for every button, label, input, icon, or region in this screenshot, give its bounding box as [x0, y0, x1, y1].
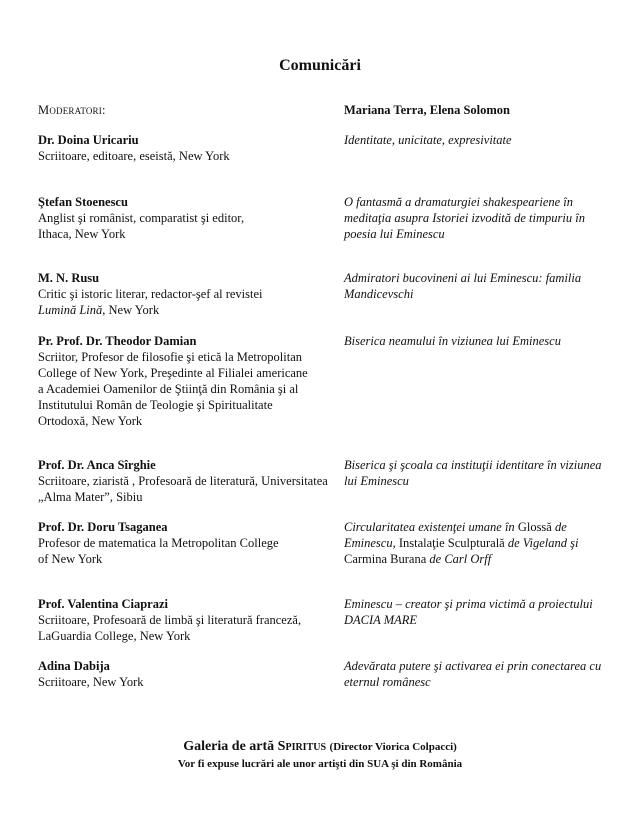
speaker-entry [38, 270, 610, 318]
work-title: Glossă [517, 520, 552, 534]
speaker-description: Anglist şi românist, comparatist şi editor, Ithaca, New York [38, 211, 245, 241]
speaker-description-line: Critic şi istoric literar, redactor-şef al revistei [38, 287, 263, 301]
page-title: Comunicări [279, 57, 361, 74]
speaker-info [38, 457, 338, 505]
speaker-entry [38, 596, 610, 644]
gallery-note: Vor fi expuse lucrări ale unor artişti din SUA şi din România [177, 758, 463, 770]
speaker-description: Scriitoare, Profesoară de limbă şi literatură franceză, LaGuardia College, New York [38, 613, 302, 643]
speaker-description: Scriitoare, ziaristă , Profesoară de literatură, Universitatea „Alma Mater”, Sibiu [38, 474, 328, 504]
speaker-description-tail: , New York [102, 303, 160, 317]
moderators-label: Moderatori: [38, 103, 106, 117]
speaker-name: Prof. Dr. Anca Sîrghie [38, 458, 156, 472]
gallery-footer [0, 739, 640, 770]
work-title: Carmina Burana [344, 552, 427, 566]
speaker-info [38, 132, 338, 164]
speaker-info [38, 658, 338, 690]
gallery-prefix: Galeria de artă [183, 739, 278, 754]
speaker-description [38, 286, 338, 318]
talk-title: Adevărata putere şi activarea ei prin conectarea cu eternul românesc [344, 659, 602, 689]
speaker-name: Adina Dabija [38, 659, 110, 673]
speaker-description: Scriitoare, New York [38, 675, 144, 689]
moderators-row [38, 102, 610, 118]
talk-title-part: de Vigeland şi [504, 536, 579, 550]
talk-title-part: de Carl Orff [426, 552, 492, 566]
speaker-name: Pr. Prof. Dr. Theodor Damian [38, 334, 197, 348]
talk-title [344, 519, 610, 567]
speaker-info [38, 194, 263, 242]
speaker-entry [38, 658, 610, 690]
talk-title: Eminescu – creator şi prima victimă a proiectului DACIA MARE [344, 597, 593, 627]
talk-title: Biserica neamului în viziunea lui Eminescu [344, 334, 561, 348]
work-title: Instalaţie Sculpturală [398, 536, 505, 550]
speaker-name: Prof. Dr. Doru Tsaganea [38, 520, 168, 534]
gallery-director: (Director Viorica Colpacci) [329, 741, 457, 753]
talk-title: Identitate, unicitate, expresivitate [344, 133, 512, 147]
speaker-description: Scriitoare, editoare, eseistă, New York [38, 149, 230, 163]
speaker-description: Profesor de matematica la Metropolitan College of New York [38, 536, 279, 566]
speaker-entry [38, 132, 610, 164]
talk-title: Admiratori bucovineni ai lui Eminescu: familia Mandicevschi [344, 271, 582, 301]
talk-title: Biserica şi şcoala ca instituţii identitare în viziunea lui Eminescu [344, 458, 602, 488]
speaker-name: M. N. Rusu [38, 271, 100, 285]
speaker-info [38, 596, 338, 644]
speaker-name: Dr. Doina Uricariu [38, 133, 139, 147]
moderators-names: Mariana Terra, Elena Solomon [344, 103, 510, 117]
talk-title: O fantasmă a dramaturgiei shakespeariene în meditaţia asupra Istoriei izvodită de timpuriu în poesia lui Eminescu [344, 195, 585, 241]
speaker-entry [38, 333, 610, 429]
talk-title-part: Circularitatea existenţei umane în [344, 520, 518, 534]
gallery-heading [0, 739, 640, 755]
speaker-name: Ştefan Stoenescu [38, 195, 128, 209]
speaker-entry [38, 194, 610, 242]
speaker-info [38, 519, 288, 567]
speaker-entry [38, 457, 610, 505]
speaker-description: Scriitor, Profesor de filosofie şi etică la Metropolitan College of New York, Preşedinte al Filialei americane a Academiei Oamenilor de Ştiinţă din România şi al Institutului Român de Teologie şi Spiritualitate Ortodoxă, New York [38, 350, 308, 428]
gallery-name: Spiritus [277, 739, 327, 754]
journal-title: Lumină Lină [38, 303, 103, 317]
speaker-entry [38, 519, 610, 567]
speaker-name: Prof. Valentina Ciaprazi [38, 597, 168, 611]
speaker-info [38, 270, 338, 318]
talk-title-part: de Eminescu, [344, 520, 567, 550]
speaker-description-line [38, 302, 338, 318]
speaker-info [38, 333, 313, 429]
